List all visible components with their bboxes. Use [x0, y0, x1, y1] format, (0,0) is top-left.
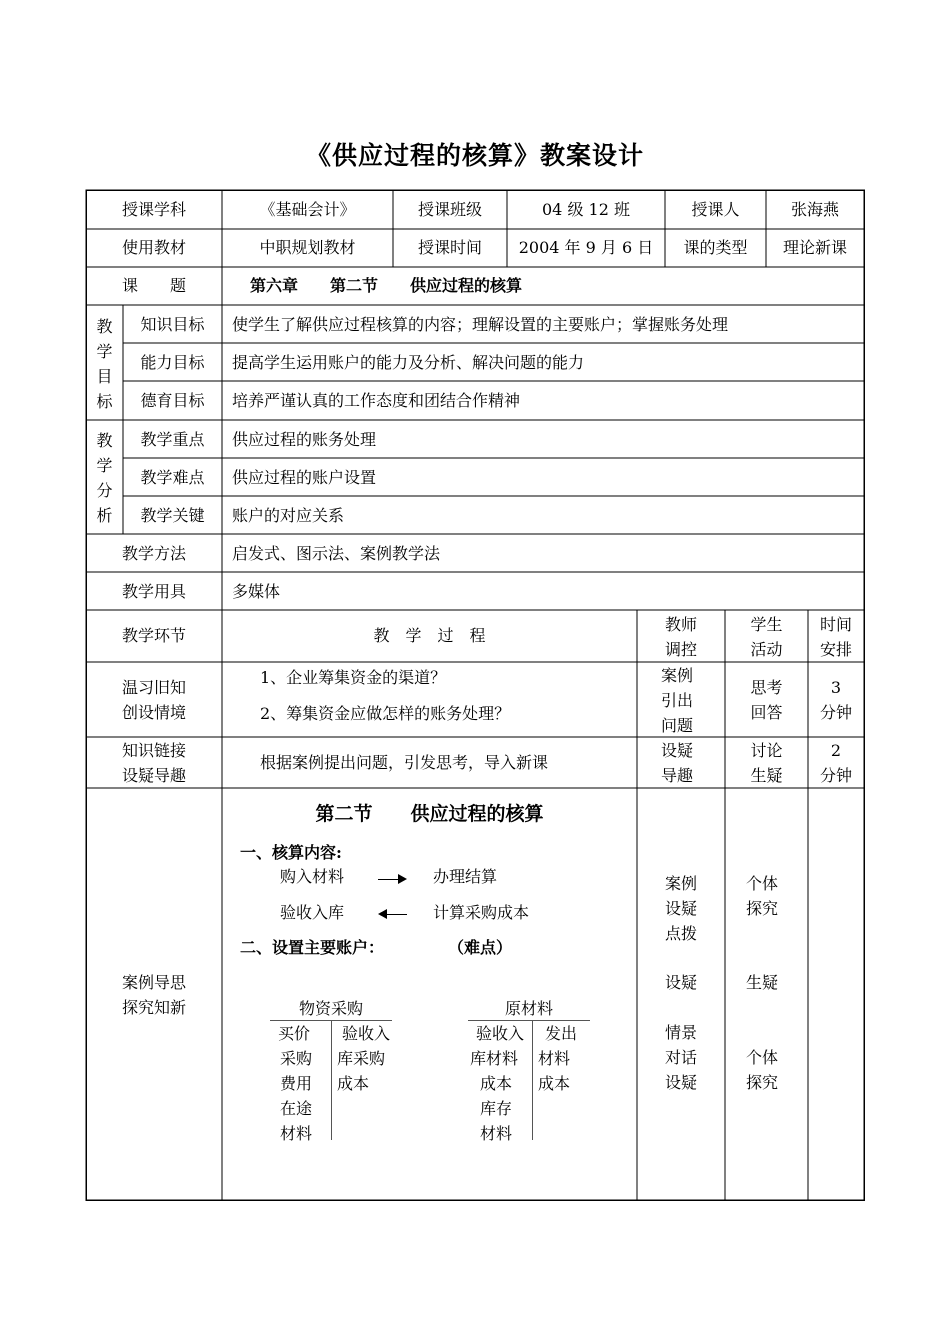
- stage3-label: 案例导思 探究知新: [121, 973, 186, 1017]
- topic-label: 课 题: [121, 276, 186, 295]
- section2-note: （难点）: [448, 938, 513, 957]
- stage3-teacher-2: 设疑: [664, 973, 697, 992]
- flow1-right: 办理结算: [433, 867, 498, 886]
- stage-header: 教学环节: [121, 626, 186, 645]
- arrow-right-line: [378, 879, 398, 880]
- stage1-line1: 1、企业筹集资金的渠道？: [260, 668, 447, 687]
- goal-label-knowledge: 知识目标: [140, 315, 205, 334]
- textbook-label: 使用教材: [121, 238, 186, 257]
- stage2-student: 讨论 生疑: [750, 741, 783, 785]
- account1-credit: 验收入 库采购 成本: [337, 1024, 391, 1093]
- account2-vline: [532, 1020, 533, 1140]
- time-value: 2004 年 9 月 6 日: [518, 238, 654, 257]
- flow2-left: 验收入库: [280, 903, 345, 922]
- stage2-teacher: 设疑 导趣: [660, 741, 693, 785]
- arrow-right-icon: [398, 874, 407, 884]
- account1-debit: 买价 采购 费用 在途 材料: [278, 1024, 313, 1143]
- tools-label: 教学用具: [121, 582, 186, 601]
- goal-label-moral: 德育目标: [140, 391, 205, 410]
- stage3-student-3: 个体 探究: [745, 1048, 778, 1092]
- method-label: 教学方法: [121, 544, 186, 563]
- stage3-heading: 第二节 供应过程的核算: [315, 803, 544, 825]
- account1-name: 物资采购: [298, 999, 363, 1018]
- stage2-label: 知识链接 设疑导趣: [121, 741, 186, 785]
- goals-group-label: 教 学 目 标: [96, 317, 113, 411]
- topic-value: 第六章 第二节 供应过程的核算: [250, 276, 523, 295]
- analysis-group-label: 教 学 分 析: [96, 431, 113, 525]
- account2-credit: 发出 材料 成本: [538, 1024, 578, 1093]
- teacher-control-header: 教师 调控: [664, 615, 697, 659]
- type-value: 理论新课: [782, 238, 847, 257]
- goal-value-moral: 培养严谨认真的工作态度和团结合作精神: [232, 391, 521, 410]
- teacher-label: 授课人: [691, 200, 740, 219]
- stage3-student-1: 个体 探究: [745, 874, 778, 918]
- stage3-teacher-3: 情景 对话 设疑: [664, 1023, 697, 1092]
- arrow-left-line: [387, 914, 407, 915]
- type-label: 课的类型: [683, 238, 748, 257]
- time-arrangement-header: 时间 安排: [819, 615, 852, 659]
- arrow-left-icon: [378, 909, 387, 919]
- analysis-label-key: 教学重点: [140, 430, 205, 449]
- stage1-time: 3 分钟: [819, 678, 852, 722]
- account2-debit: 验收入 库材料 成本 库存 材料: [470, 1024, 525, 1143]
- tools-value: 多媒体: [232, 582, 281, 601]
- class-label: 授课班级: [417, 200, 482, 219]
- subject-value: 《基础会计》: [259, 200, 356, 219]
- analysis-value-difficult: 供应过程的账户设置: [232, 468, 377, 487]
- section2-heading: 二、设置主要账户：: [240, 938, 385, 957]
- flow1-left: 购入材料: [280, 867, 345, 886]
- time-label: 授课时间: [417, 238, 482, 257]
- stage1-label: 温习旧知 创设情境: [121, 678, 186, 722]
- analysis-label-crucial: 教学关键: [140, 506, 205, 525]
- method-value: 启发式、图示法、案例教学法: [232, 544, 441, 563]
- flow2-right: 计算采购成本: [433, 903, 530, 922]
- goal-value-knowledge: 使学生了解供应过程核算的内容；理解设置的主要账户；掌握账务处理: [232, 315, 729, 334]
- process-header: 教 学 过 程: [373, 626, 486, 645]
- class-value: 04 级 12 班: [542, 200, 630, 219]
- account2-name: 原材料: [504, 999, 553, 1018]
- goal-value-ability: 提高学生运用账户的能力及分析、解决问题的能力: [232, 353, 585, 372]
- section1-heading: 一、核算内容:: [240, 843, 342, 862]
- subject-label: 授课学科: [121, 200, 186, 219]
- stage1-line2: 2、筹集资金应做怎样的账务处理？: [260, 704, 511, 723]
- analysis-value-key: 供应过程的账务处理: [232, 430, 377, 449]
- stage1-teacher: 案例 引出 问题: [660, 666, 693, 735]
- stage2-time: 2 分钟: [819, 741, 852, 785]
- stage2-text: 根据案例提出问题，引发思考，导入新课: [260, 753, 549, 772]
- teacher-value: 张海燕: [790, 200, 839, 219]
- stage3-teacher-1: 案例 设疑 点拨: [664, 874, 697, 943]
- page-title: 《供应过程的核算》教案设计: [305, 141, 644, 170]
- stage1-student: 思考 回答: [750, 678, 783, 722]
- stage3-student-2: 生疑: [745, 973, 778, 992]
- goal-label-ability: 能力目标: [140, 353, 205, 372]
- textbook-value: 中职规划教材: [259, 238, 356, 257]
- analysis-value-crucial: 账户的对应关系: [232, 506, 345, 525]
- analysis-label-difficult: 教学难点: [140, 468, 205, 487]
- account1-vline: [331, 1020, 332, 1140]
- student-activity-header: 学生 活动: [750, 615, 783, 659]
